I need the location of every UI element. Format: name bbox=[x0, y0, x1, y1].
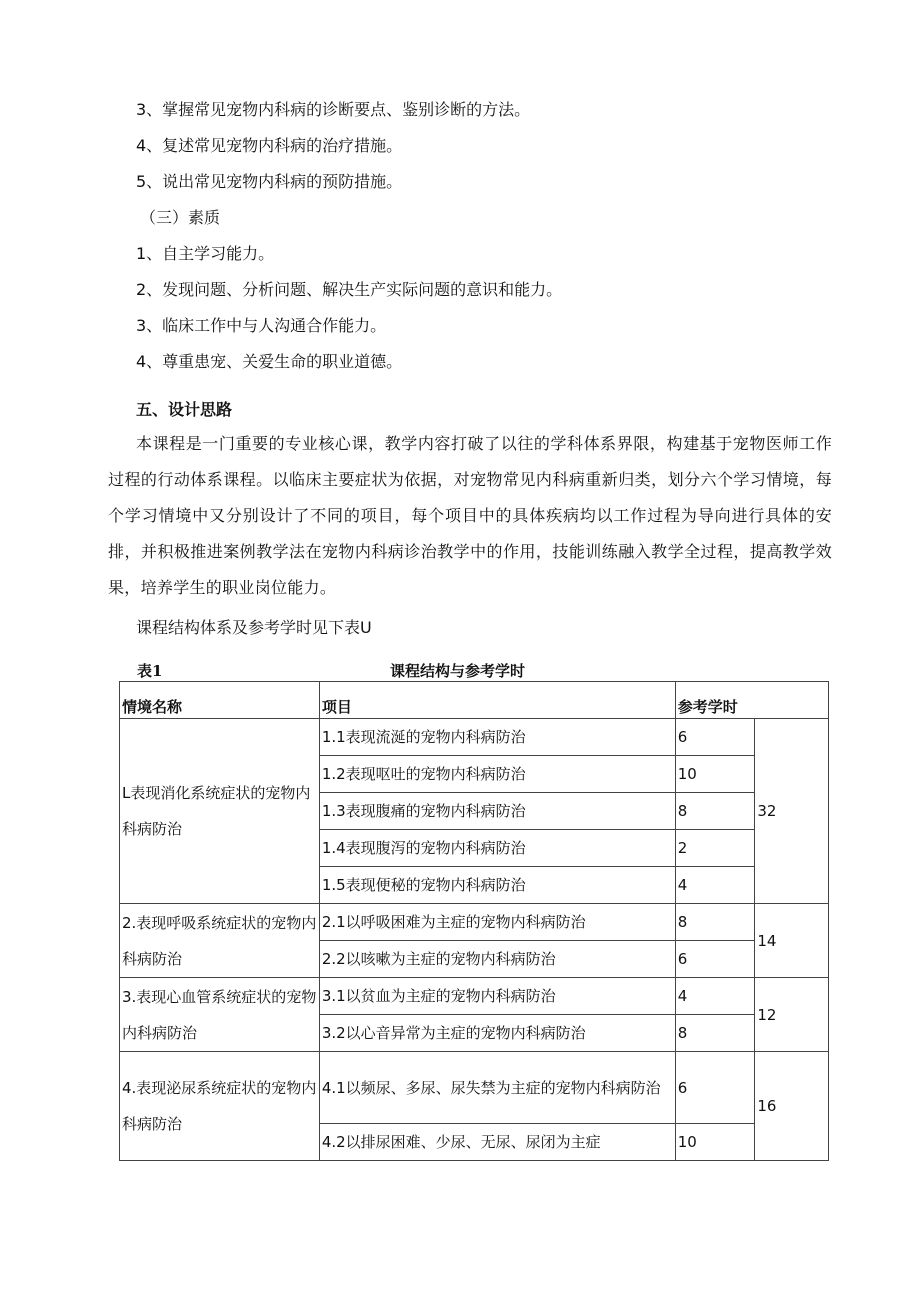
table-row bbox=[120, 1052, 829, 1124]
hours-cell: 6 bbox=[675, 719, 755, 756]
hours-cell: 8 bbox=[675, 904, 755, 941]
quality-item: 2、发现问题、分析问题、解决生产实际问题的意识和能力。 bbox=[136, 280, 563, 299]
hours-cell: 2 bbox=[675, 830, 755, 867]
objective-item: 5、说出常见宠物内科病的预防措施。 bbox=[136, 172, 403, 191]
project-cell: 1.1表现流涎的宠物内科病防治 bbox=[319, 719, 675, 756]
project-cell: 1.3表现腹痛的宠物内科病防治 bbox=[319, 793, 675, 830]
scenario-cell: 3.表现心血管系统症状的宠物内科病防治 bbox=[120, 978, 320, 1052]
table-row bbox=[120, 719, 829, 756]
course-structure-table bbox=[119, 681, 829, 1161]
quality-item: 3、临床工作中与人沟通合作能力。 bbox=[136, 316, 387, 335]
hours-cell: 4 bbox=[675, 867, 755, 904]
objective-item: 4、复述常见宠物内科病的治疗措施。 bbox=[136, 136, 403, 155]
section-heading: 五、设计思路 bbox=[136, 400, 233, 419]
project-cell: 3.2以心音异常为主症的宠物内科病防治 bbox=[319, 1015, 675, 1052]
project-cell: 2.1以呼吸困难为主症的宠物内科病防治 bbox=[319, 904, 675, 941]
table-title: 课程结构与参考学时 bbox=[390, 662, 526, 680]
header-hours: 参考学时 bbox=[675, 682, 828, 719]
project-cell: 1.5表现便秘的宠物内科病防治 bbox=[319, 867, 675, 904]
hours-cell: 10 bbox=[675, 1124, 755, 1161]
quality-item: 4、尊重患宠、关爱生命的职业道德。 bbox=[136, 352, 403, 371]
total-cell: 16 bbox=[755, 1052, 829, 1161]
total-cell: 14 bbox=[755, 904, 829, 978]
hours-cell: 6 bbox=[675, 1052, 755, 1124]
hours-cell: 8 bbox=[675, 1015, 755, 1052]
quality-heading: （三）素质 bbox=[140, 208, 221, 227]
quality-item: 1、自主学习能力。 bbox=[136, 244, 275, 263]
project-cell: 4.2以排尿困难、少尿、无尿、尿闭为主症 bbox=[319, 1124, 675, 1161]
table-row bbox=[120, 978, 829, 1015]
project-cell: 1.4表现腹泻的宠物内科病防治 bbox=[319, 830, 675, 867]
header-scenario: 情境名称 bbox=[120, 682, 320, 719]
project-cell: 1.2表现呕吐的宠物内科病防治 bbox=[319, 756, 675, 793]
table-label: 表1 bbox=[137, 662, 163, 680]
hours-cell: 10 bbox=[675, 756, 755, 793]
project-cell: 4.1以频尿、多尿、尿失禁为主症的宠物内科病防治 bbox=[319, 1052, 675, 1124]
scenario-cell: L表现消化系统症状的宠物内科病防治 bbox=[120, 719, 320, 904]
hours-cell: 6 bbox=[675, 941, 755, 978]
table-row bbox=[120, 904, 829, 941]
hours-cell: 4 bbox=[675, 978, 755, 1015]
scenario-cell: 2.表现呼吸系统症状的宠物内科病防治 bbox=[120, 904, 320, 978]
table-header-row bbox=[120, 682, 829, 719]
scenario-cell: 4.表现泌尿系统症状的宠物内科病防治 bbox=[120, 1052, 320, 1161]
table-note: 课程结构体系及参考学时见下表U bbox=[136, 618, 372, 637]
design-paragraph: 本课程是一门重要的专业核心课，教学内容打破了以往的学科体系界限，构建基于宠物医师工作过程的行动体系课程。以临床主要症状为依据，对宠物常见内科病重新归类，划分六个学习情境，每个学习情境中又分别设计了不同的项目，每个项目中的具体疾病均以工作过程为导向进行具体的安排，并积极推进案例教学法在宠物内科病诊治教学中的作用，技能训练融入教学全过程，提高教学效果，培养学生的职业岗位能力。 bbox=[108, 434, 832, 597]
project-cell: 2.2以咳嗽为主症的宠物内科病防治 bbox=[319, 941, 675, 978]
total-cell: 32 bbox=[755, 719, 829, 904]
hours-cell: 8 bbox=[675, 793, 755, 830]
total-cell: 12 bbox=[755, 978, 829, 1052]
header-project: 项目 bbox=[319, 682, 675, 719]
project-cell: 3.1以贫血为主症的宠物内科病防治 bbox=[319, 978, 675, 1015]
objective-item: 3、掌握常见宠物内科病的诊断要点、鉴别诊断的方法。 bbox=[136, 100, 531, 119]
